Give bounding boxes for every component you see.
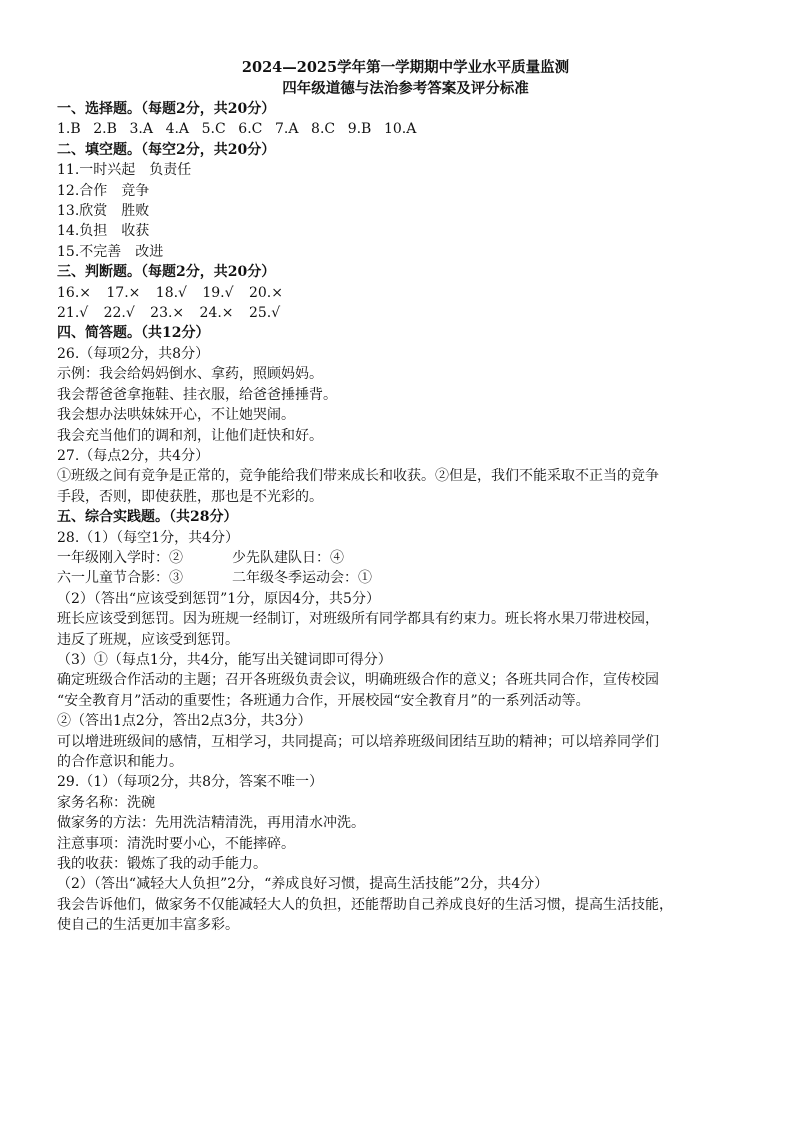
- q26-line-4: 我会充当他们的调和剂，让他们赶快和好。: [57, 427, 323, 444]
- judge-row-1: [57, 283, 754, 303]
- answer-4: 4.A: [165, 121, 190, 138]
- answer-10: 10.A: [383, 121, 417, 138]
- answer-7: 7.A: [274, 121, 299, 138]
- doc-subtitle: 四年级道德与法治参考答案及评分标准: [282, 80, 529, 97]
- fill-13-b: 胜败: [121, 203, 150, 220]
- q28-part3b-label: ②（答出1点2分，答出2点3分，共3分）: [57, 713, 312, 730]
- q29-part1-line-2: 做家务的方法：先用洗洁精清洗，再用清水冲洗。: [57, 815, 365, 832]
- q29-part1-line-3: 注意事项：清洗时要小心，不能摔碎。: [57, 835, 295, 852]
- q28-part3b-line-2: 的合作意识和能力。: [57, 754, 183, 770]
- section-heading-short: 四、简答题。（共12分）: [57, 325, 210, 342]
- q26-line-3: 我会想办法哄妹妹开心，不让她哭闹。: [57, 407, 295, 424]
- answer-1: 1.B: [57, 121, 81, 138]
- judge-25: 25.√: [248, 305, 281, 322]
- section-heading-practice: 五、综合实践题。（共28分）: [57, 509, 238, 526]
- section-heading-judge: 三、判断题。（每题2分，共20分）: [57, 264, 276, 281]
- q27-label: 27.（每点2分，共4分）: [57, 447, 210, 464]
- judge-21: 21.√: [57, 305, 89, 322]
- judge-18: 18.√: [155, 284, 187, 301]
- q28-part3-label: （3）①（每点1分，共4分，能写出关键词即可得分）: [57, 651, 392, 668]
- judge-24: 24.×: [199, 305, 234, 322]
- q26-line-2: 我会帮爸爸拿拖鞋、挂衣服，给爸爸捶捶背。: [57, 386, 337, 403]
- fill-answer-11: [57, 160, 754, 180]
- fill-13-a: 13.欣赏: [57, 203, 108, 220]
- fill-12-a: 12.合作: [57, 182, 108, 199]
- choice-answers: [57, 119, 754, 139]
- fill-11-a: 11.一时兴起: [57, 162, 136, 179]
- judge-17: 17.×: [106, 284, 141, 301]
- judge-row-2: [57, 303, 754, 323]
- q26-line-1: 示例：我会给妈妈倒水、拿药，照顾妈妈。: [57, 366, 323, 383]
- q28-cell-2: 少先队建队日：④: [232, 549, 344, 566]
- fill-15-a: 15.不完善: [57, 243, 122, 260]
- q28-cell-4: 二年级冬季运动会：①: [232, 570, 372, 587]
- section-heading-fill: 二、填空题。（每空2分，共20分）: [57, 141, 276, 158]
- answer-6: 6.C: [238, 121, 263, 138]
- judge-20: 20.×: [248, 284, 283, 301]
- fill-answer-12: [57, 181, 754, 201]
- q28-part3-line-1: 确定班级合作活动的主题；召开各班级负责会议，明确班级合作的意义；各班共同合作，宣传校园: [57, 672, 659, 689]
- q29-part2-label: （2）（答出“减轻大人负担”2分，“养成良好习惯，提高生活技能”2分，共4分）: [57, 876, 549, 893]
- q28-part3-line-2: “安全教育月”活动的重要性；各班通力合作，开展校园“安全教育月”的一系列活动等。: [57, 692, 590, 709]
- fill-11-b: 负责任: [149, 162, 192, 179]
- q28-part1-row-1: [57, 548, 754, 568]
- fill-answer-13: [57, 201, 754, 221]
- judge-22: 22.√: [103, 305, 135, 322]
- q28-part2-line-2: 违反了班规，应该受到惩罚。: [57, 631, 239, 648]
- q27-line-1: ①班级之间有竞争是正常的，竞争能给我们带来成长和收获。②但是，我们不能采取不正当的竞争: [57, 468, 659, 485]
- q28-cell-1: 一年级刚入学时：②: [57, 549, 183, 566]
- judge-16: 16.×: [57, 284, 91, 301]
- answer-3: 3.A: [129, 121, 153, 138]
- fill-14-b: 收获: [121, 223, 150, 240]
- q29-part2-line-2: 使自己的生活更加丰富多彩。: [57, 917, 239, 934]
- q28-part1-label: 28.（1）（每空1分，共4分）: [57, 529, 239, 546]
- doc-title: 2024—2025学年第一学期期中学业水平质量监测: [241, 59, 570, 76]
- judge-19: 19.√: [202, 284, 234, 301]
- fill-answer-15: [57, 242, 754, 262]
- q28-cell-3: 六一儿童节合影：③: [57, 570, 183, 587]
- section-heading-choice: 一、选择题。（每题2分，共20分）: [57, 101, 276, 117]
- answer-8: 8.C: [311, 121, 336, 138]
- answer-5: 5.C: [201, 121, 226, 138]
- answer-2: 2.B: [93, 121, 117, 138]
- judge-23: 23.×: [150, 305, 185, 322]
- q29-part1-line-1: 家务名称：洗碗: [57, 794, 155, 811]
- q28-part3b-line-1: 可以增进班级间的感情，互相学习，共同提高；可以培养班级间团结互助的精神；可以培养同学们: [57, 733, 659, 750]
- fill-12-b: 竞争: [121, 182, 150, 199]
- q26-label: 26.（每项2分，共8分）: [57, 345, 210, 362]
- fill-14-a: 14.负担: [57, 223, 108, 240]
- q28-part2-line-1: 班长应该受到惩罚。因为班规一经制订，对班级所有同学都具有约束力。班长将水果刀带进校园，: [57, 611, 659, 628]
- q29-part1-label: 29.（1）（每项2分，共8分，答案不唯一）: [57, 774, 323, 791]
- q28-part1-row-2: [57, 568, 754, 588]
- fill-15-b: 改进: [135, 243, 164, 260]
- q29-part2-line-1: 我会告诉他们，做家务不仅能减轻大人的负担，还能帮助自己养成良好的生活习惯，提高生活技能，: [57, 896, 673, 913]
- q29-part1-line-4: 我的收获：锻炼了我的动手能力。: [57, 856, 267, 873]
- fill-answer-14: [57, 221, 754, 241]
- answer-9: 9.B: [347, 121, 372, 138]
- q28-part2-label: （2）（答出“应该受到惩罚”1分，原因4分，共5分）: [57, 590, 380, 607]
- q27-line-2: 手段，否则，即使获胜，那也是不光彩的。: [57, 488, 323, 505]
